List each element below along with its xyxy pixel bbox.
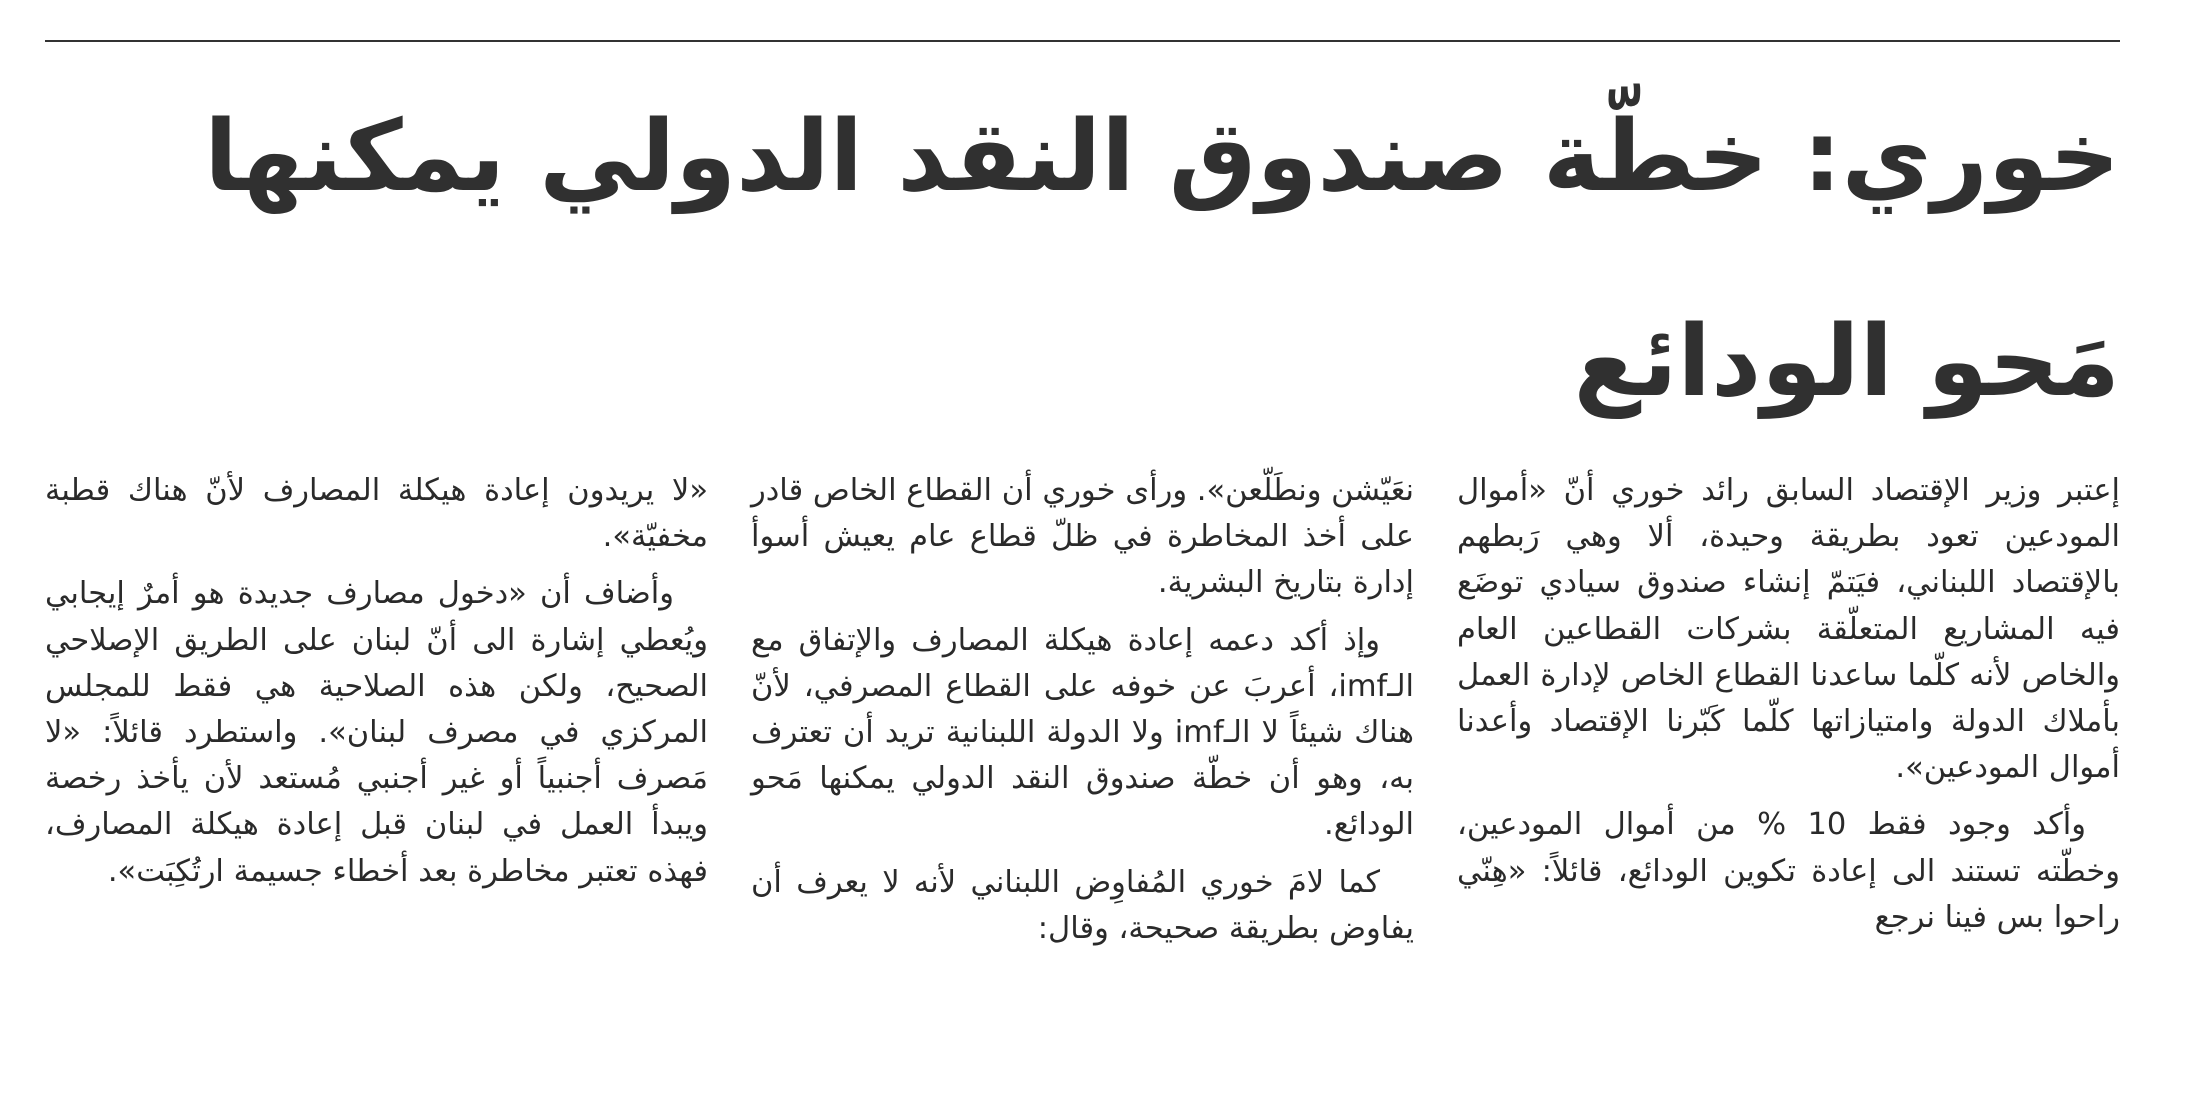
paragraph: «لا يريدون إعادة هيكلة المصارف لأنّ هناك قطبة مخفيّة». bbox=[45, 473, 708, 555]
paragraph: إعتبر وزير الإقتصاد السابق رائد خوري أنّ «أموال المودعين تعود بطريقة وحيدة، ألا وهي رَبطهم بالإقتصاد اللبناني، فيَتمّ إنشاء صندوق سيادي توضَع فيه المشاريع المتعلّقة بشركات القطاعين العام والخاص لأنه كلّما ساعدنا القطاع الخاص لإدارة العمل بأملاك الدولة وامتيازاتها كلّما كَبّرنا الإقتصاد وأعدنا أموال المودعين». bbox=[1457, 473, 2120, 786]
paragraph: كما لامَ خوري المُفاوِض اللبناني لأنه لا يعرف أن يفاوض بطريقة صحيحة، وقال: bbox=[751, 864, 1414, 946]
paragraph: وأكد وجود فقط 10 % من أموال المودعين، وخطّته تستند الى إعادة تكوين الودائع، قائلاً: «هِنّي راحوا بس فينا نرجع bbox=[1457, 807, 2120, 935]
article-body bbox=[45, 468, 2120, 1048]
paragraph: نعَيّشن ونطَلّعن». ورأى خوري أن القطاع الخاص قادر على أخذ المخاطرة في ظلّ قطاع عام يعيش أسوأ إدارة بتاريخ البشرية. bbox=[751, 473, 1414, 601]
article-headline: خوري: خطّة صندوق النقد الدولي يمكنها مَحو الودائع bbox=[204, 100, 2120, 419]
paragraph: وأضاف أن «دخول مصارف جديدة هو أمرٌ إيجابي ويُعطي إشارة الى أنّ لبنان على الطريق الإصلاحي الصحيح، ولكن هذه الصلاحية هي فقط للمجلس المركزي في مصرف لبنان». واستطرد قائلاً: «لا مَصرف أجنبياً أو غير أجنبي مُستعد لأن يأخذ رخصة ويبدأ العمل في لبنان قبل إعادة هيكلة المصارف، فهذه تعتبر مخاطرة بعد أخطاء جسيمة ارتُكِبَت». bbox=[45, 576, 708, 889]
article-column-2 bbox=[751, 468, 1414, 963]
article-column-3 bbox=[45, 468, 708, 906]
paragraph: وإذ أكد دعمه إعادة هيكلة المصارف والإتفاق مع الـimf، أعربَ عن خوفه على القطاع المصرفي، لأنّ هناك شيئاً لا الـimf ولا الدولة اللبنانية تريد أن تعترف به، وهو أن خطّة صندوق النقد الدولي يمكنها مَحو الودائع. bbox=[751, 622, 1414, 843]
top-rule bbox=[45, 40, 2120, 42]
article-column-1 bbox=[1457, 468, 2120, 952]
